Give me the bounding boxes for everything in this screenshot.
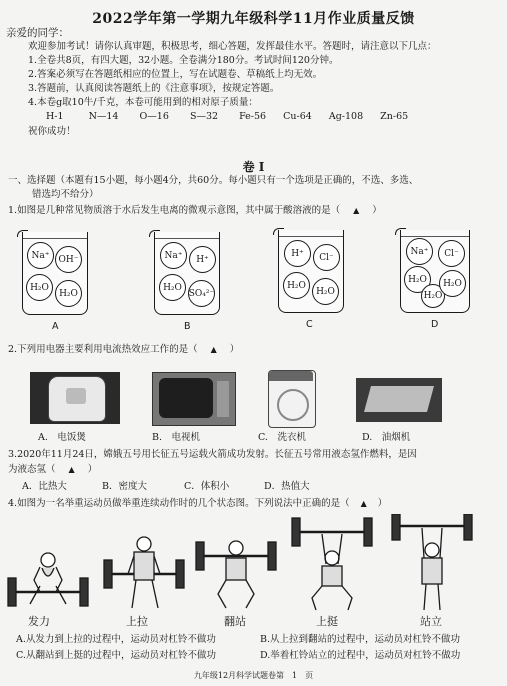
mass-ag: Ag-108	[328, 111, 364, 122]
pose-shangla-figure	[104, 537, 184, 608]
q2-option-b: B. 电视机	[152, 432, 201, 443]
atomic-masses-row	[46, 111, 408, 123]
note-2: 2.答案必须写在答题纸相应的位置上，写在试题卷、草稿纸上均无效。	[28, 69, 323, 80]
q3-option-b: B．密度大	[102, 481, 147, 492]
ion-h2o: H₂O	[55, 280, 82, 307]
note-3: 3.答题前，认真阅读答题纸上的《注意事项》，按规定答题。	[28, 83, 280, 94]
pose-label-shangla: 上拉	[126, 615, 148, 628]
q2-stem-end: ）	[229, 344, 240, 355]
ion-h2o: H₂O	[404, 266, 431, 293]
q3-line-2	[8, 464, 97, 476]
ion-na: Na⁺	[160, 242, 187, 269]
q2-option-a: A. 电饭煲	[38, 432, 86, 443]
ion-h2o: H₂O	[283, 272, 310, 299]
q3-answer-blank: ▲	[68, 465, 75, 474]
pose-fanzhan-figure	[196, 541, 276, 608]
q3-option-c: C．体积小	[184, 481, 230, 492]
mass-h: H-1	[46, 111, 64, 122]
page-footer: 九年级12月科学试题卷第 1 页	[193, 671, 314, 680]
ion-oh: OH⁻	[55, 246, 82, 273]
pose-shangting-figure	[292, 518, 372, 610]
q3-line-1: 3.2020年11月24日，嫦娥五号用长征五号运载火箭成功发射。长征五号常用液态氢作燃料，是因	[8, 449, 417, 460]
note-4: 4.本卷g取10牛/千克，本卷可能用到的相对原子质量：	[28, 97, 258, 108]
ion-h2o: H₂O	[26, 274, 53, 301]
ion-cl: Cl⁻	[438, 240, 465, 267]
q4-stem-end: ）	[377, 498, 388, 509]
q4-option-c: C.从翻站到上挺的过程中，运动员对杠铃不做功	[16, 650, 216, 661]
pose-label-zhanli: 站立	[420, 615, 442, 628]
ion-h2o: H₂O	[312, 278, 339, 305]
q4-stem-text: 4.如图为一名举重运动员做举重连续动作时的几个状态图。下列说法中正确的是（	[8, 498, 350, 509]
section-instruction-2: 错选均不给分）	[32, 189, 99, 200]
page-title: 2022学年第一学期九年级科学11月作业质量反馈	[92, 11, 415, 27]
q4-option-a: A.从发力到上拉的过程中，运动员对杠铃不做功	[16, 634, 216, 645]
range-hood-image	[356, 378, 442, 422]
q4-answer-blank: ▲	[360, 499, 367, 508]
beaker-d	[400, 230, 470, 313]
pose-fali-figure	[8, 553, 88, 606]
q1-stem-end: ）	[372, 205, 382, 216]
q1-stem-text: 1.如图是几种常见物质溶于水后发生电离的微观示意图，其中属于酸溶液的是（	[8, 205, 341, 216]
ion-h: H⁺	[189, 246, 216, 273]
mass-cu: Cu-64	[283, 111, 312, 122]
ion-h2o: H₂O	[421, 284, 445, 308]
beaker-a	[22, 232, 88, 315]
q2-answer-blank: ▲	[210, 345, 217, 354]
beaker-b-label: B	[184, 321, 191, 332]
q2-stem	[8, 344, 239, 356]
q4-option-d: D.举着杠铃站立的过程中，运动员对杠铃不做功	[260, 650, 461, 661]
q3-option-d: D．热值大	[264, 481, 310, 492]
weightlifter-figures	[0, 514, 507, 614]
pose-label-shangting: 上挺	[316, 615, 338, 628]
mass-n: N—14	[88, 111, 119, 122]
ion-h: H⁺	[284, 240, 311, 267]
beaker-a-label: A	[52, 321, 59, 332]
intro-text: 欢迎参加考试！请你认真审题，积极思考，细心答题，发挥最佳水平。答题时，请注意以下几点：	[28, 41, 437, 52]
rice-cooker-image	[30, 372, 120, 424]
beaker-d-label: D	[431, 319, 439, 330]
beaker-c	[278, 230, 344, 313]
closing-text: 祝你成功！	[28, 126, 76, 137]
note-1: 1.全卷共8页，有四大题，32小题。全卷满分180分。考试时间120分钟。	[28, 55, 339, 66]
beaker-c-label: C	[306, 319, 313, 330]
section-instruction-1: 一、选择题（本题有15小题，每小题4分，共60分。每小题只有一个选项是正确的，不选、多选、	[8, 175, 419, 186]
greeting: 亲爱的同学：	[6, 27, 69, 39]
ion-na: Na⁺	[406, 238, 433, 265]
mass-zn: Zn-65	[380, 111, 409, 122]
section-title: 卷 Ⅰ	[242, 160, 265, 174]
mass-o: O—16	[139, 111, 169, 122]
pose-label-fali: 发力	[28, 615, 50, 628]
ion-so4: SO₄²⁻	[188, 280, 215, 307]
ion-h2o: H₂O	[439, 270, 466, 297]
ion-na: Na⁺	[27, 242, 54, 269]
pose-zhanli-figure	[392, 514, 472, 610]
q2-option-d: D. 油烟机	[362, 432, 411, 443]
tv-image	[152, 372, 236, 426]
ion-cl: Cl⁻	[313, 244, 340, 271]
q1-stem	[8, 205, 382, 217]
q3-line-2-end: ）	[87, 464, 98, 475]
q2-stem-text: 2.下列用电器主要利用电流热效应工作的是（	[8, 344, 198, 355]
beaker-b	[154, 232, 220, 315]
q4-stem	[8, 498, 387, 510]
pose-label-fanzhan: 翻站	[224, 615, 246, 628]
q3-option-a: A．比热大	[22, 481, 67, 492]
washing-machine-image	[268, 370, 316, 428]
q4-option-b: B.从上拉到翻站的过程中，运动员对杠铃不做功	[260, 634, 461, 645]
mass-s: S—32	[189, 111, 219, 122]
q2-option-c: C. 洗衣机	[258, 432, 306, 443]
ion-h2o: H₂O	[159, 274, 186, 301]
mass-fe: Fe-56	[239, 111, 267, 122]
q3-line-2-text: 为液态氢（	[8, 464, 56, 475]
q1-answer-blank: ▲	[353, 206, 360, 215]
